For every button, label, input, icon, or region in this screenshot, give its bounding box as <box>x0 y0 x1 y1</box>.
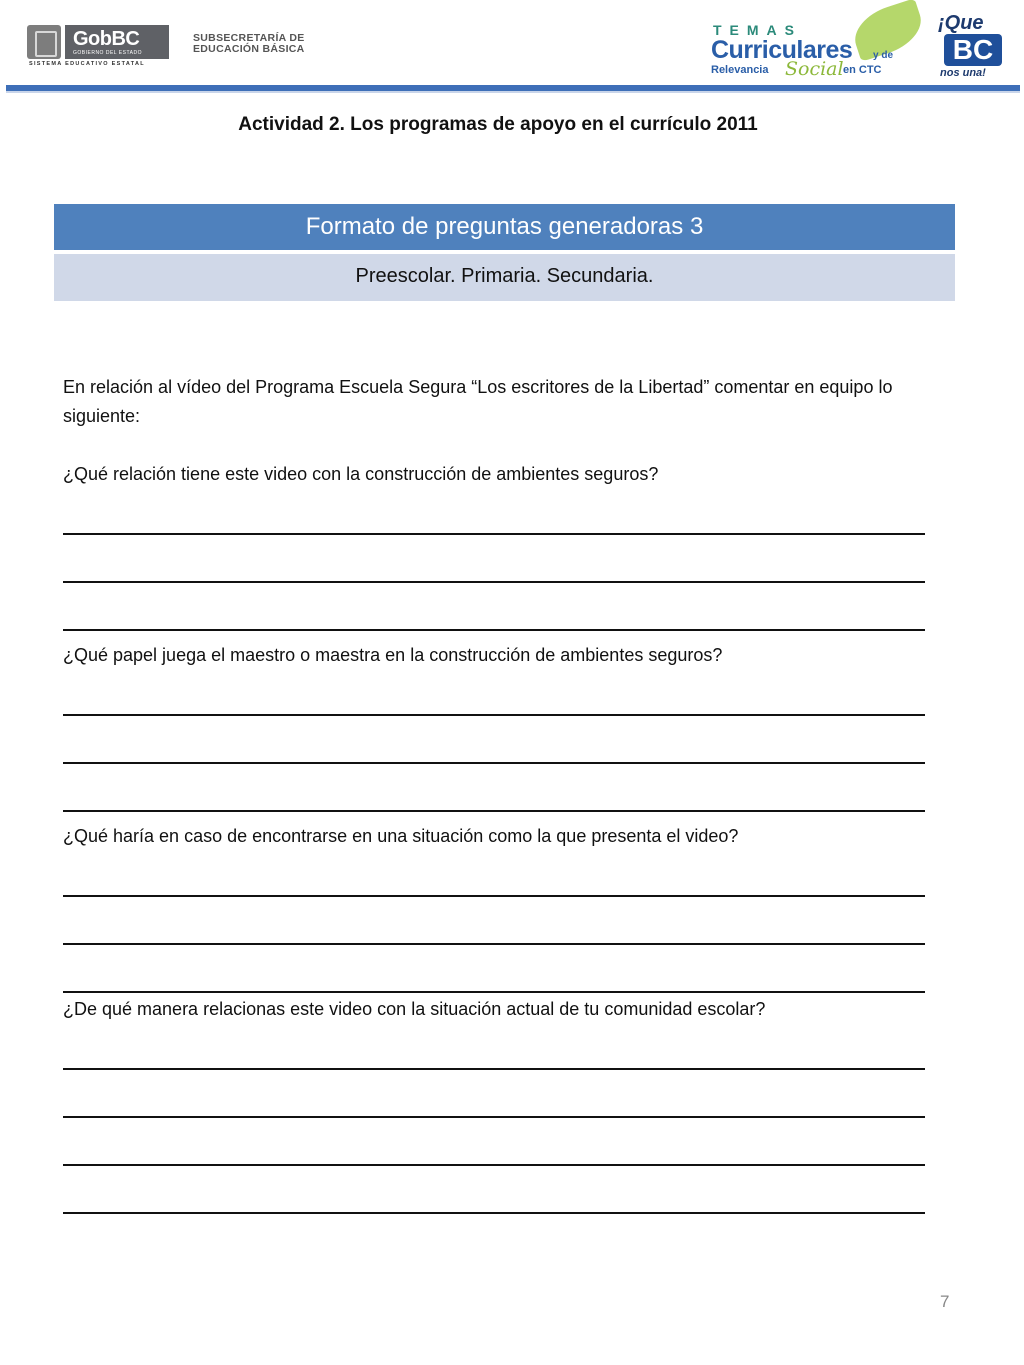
answer-line[interactable] <box>63 899 943 947</box>
gobbc-subtitle: GOBIERNO DEL ESTADO <box>73 50 142 56</box>
page-title: Actividad 2. Los programas de apoyo en el currículo 2011 <box>238 114 758 135</box>
answer-line[interactable] <box>63 718 943 766</box>
answer-line[interactable] <box>63 489 943 537</box>
state-seal-icon <box>27 25 61 59</box>
answer-line[interactable] <box>63 1120 943 1168</box>
answer-line[interactable] <box>63 766 943 814</box>
curriculares-word: Curriculares <box>711 36 853 64</box>
question-4: ¿De qué manera relacionas este video con la situación actual de tu comunidad escolar? <box>63 999 766 1019</box>
header <box>0 0 1024 95</box>
subsecretaria-label <box>193 33 305 55</box>
spacer <box>63 633 943 641</box>
subsecretaria-line1: SUBSECRETARÍA DE <box>193 32 305 44</box>
format-banner <box>54 204 955 299</box>
quebc-bottom: nos una! <box>940 67 986 79</box>
spacer <box>63 814 943 822</box>
banner-heading: Formato de preguntas generadoras 3 <box>54 204 955 250</box>
answer-line[interactable] <box>63 947 943 995</box>
answer-line[interactable] <box>63 1024 943 1072</box>
gobbc-word: GobBC <box>73 28 140 50</box>
answer-line[interactable] <box>63 1168 943 1216</box>
gobbc-logo <box>27 25 172 67</box>
subsecretaria-line2: EDUCACIÓN BÁSICA <box>193 43 305 55</box>
answer-line[interactable] <box>63 670 943 718</box>
page-number: 7 <box>940 1292 950 1311</box>
y-de-word: y de <box>873 50 894 61</box>
gobbc-wordmark <box>65 25 169 59</box>
spacer <box>63 431 943 460</box>
worksheet-body <box>63 373 943 1216</box>
quebc-badge: BC <box>944 34 1002 66</box>
intro-paragraph: En relación al vídeo del Programa Escuela Segura “Los escritores de la Libertad” comentar en equipo lo siguiente: <box>63 377 893 426</box>
quebc-top: ¡Que <box>938 12 984 34</box>
gobbc-footer-text: SISTEMA EDUCATIVO ESTATAL <box>29 61 145 67</box>
answer-line[interactable] <box>63 1072 943 1120</box>
temas-curriculares-logo <box>705 8 935 80</box>
answer-line[interactable] <box>63 585 943 633</box>
social-word: Social <box>785 58 844 80</box>
answer-line[interactable] <box>63 851 943 899</box>
header-divider-shadow <box>6 91 1020 93</box>
relevancia-word: Relevancia <box>711 64 769 76</box>
quebc-logo <box>938 12 1010 82</box>
ctc-word: en CTC <box>843 64 882 76</box>
temas-word: TEMAS <box>713 22 802 38</box>
answer-line[interactable] <box>63 537 943 585</box>
banner-subheading: Preescolar. Primaria. Secundaria. <box>54 254 955 301</box>
question-1: ¿Qué relación tiene este video con la construcción de ambientes seguros? <box>63 464 659 484</box>
question-3: ¿Qué haría en caso de encontrarse en una situación como la que presenta el video? <box>63 826 739 846</box>
question-2: ¿Qué papel juega el maestro o maestra en la construcción de ambientes seguros? <box>63 645 723 665</box>
